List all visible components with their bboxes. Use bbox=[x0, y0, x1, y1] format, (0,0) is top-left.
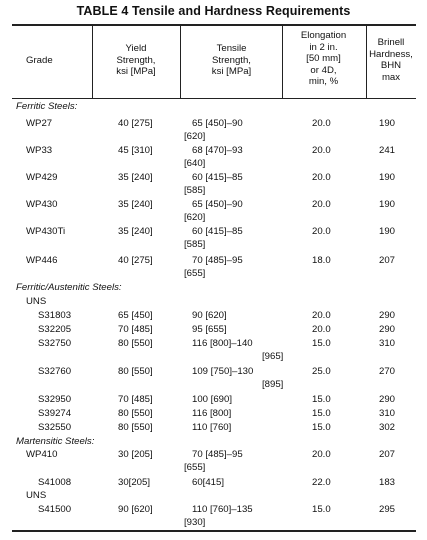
tensile-cell-continued: [930] bbox=[184, 517, 206, 528]
yield-cell: 90 [620] bbox=[118, 504, 153, 515]
tensile-cell: 70 [485]–95 bbox=[192, 255, 243, 266]
tensile-cell-continued: [620] bbox=[184, 212, 206, 223]
elongation-cell: 20.0 bbox=[312, 172, 331, 183]
header-yield-strength: Yield Strength, ksi [MPa] bbox=[116, 43, 156, 77]
tensile-cell: 116 [800]–140 bbox=[192, 338, 253, 349]
elongation-cell: 15.0 bbox=[312, 408, 331, 419]
elongation-cell: 20.0 bbox=[312, 199, 331, 210]
uns-label: UNS bbox=[26, 490, 47, 501]
yield-cell: 35 [240] bbox=[118, 199, 153, 210]
brinell-cell: 190 bbox=[379, 118, 396, 129]
tensile-cell: 109 [750]–130 bbox=[192, 366, 254, 377]
top-rule bbox=[12, 24, 416, 26]
grade-cell: WP429 bbox=[26, 172, 58, 183]
tensile-cell-continued: [895] bbox=[262, 379, 284, 390]
brinell-cell: 270 bbox=[379, 366, 396, 377]
elongation-cell: 20.0 bbox=[312, 226, 331, 237]
elongation-cell: 22.0 bbox=[312, 477, 331, 488]
tensile-cell: 110 [760] bbox=[192, 422, 232, 433]
yield-cell: 45 [310] bbox=[118, 145, 153, 156]
tensile-cell: 70 [485]–95 bbox=[192, 449, 243, 460]
brinell-cell: 207 bbox=[379, 255, 396, 266]
tensile-cell: 116 [800] bbox=[192, 408, 232, 419]
brinell-cell: 207 bbox=[379, 449, 396, 460]
bottom-rule bbox=[12, 530, 416, 532]
brinell-cell: 290 bbox=[379, 310, 396, 321]
yield-cell: 40 [275] bbox=[118, 118, 153, 129]
brinell-cell: 310 bbox=[379, 408, 396, 419]
elongation-cell: 20.0 bbox=[312, 118, 331, 129]
tensile-cell: 65 [450]–90 bbox=[192, 118, 243, 129]
tensile-cell-continued: [585] bbox=[184, 239, 206, 250]
brinell-cell: 183 bbox=[379, 477, 396, 488]
grade-cell: WP27 bbox=[26, 118, 53, 129]
tensile-cell-continued: [655] bbox=[184, 462, 206, 473]
grade-cell: WP446 bbox=[26, 255, 58, 266]
elongation-cell: 15.0 bbox=[312, 338, 331, 349]
elongation-cell: 20.0 bbox=[312, 310, 331, 321]
header-elongation: Elongation in 2 in. [50 mm] or 4D, min, % bbox=[300, 30, 347, 87]
header-tensile-strength: Tensile Strength, ksi [MPa] bbox=[211, 43, 252, 77]
header-rule bbox=[12, 98, 416, 99]
group-ferritic-steels: Ferritic Steels: bbox=[16, 101, 78, 112]
tensile-cell-continued: [640] bbox=[184, 158, 206, 169]
brinell-cell: 190 bbox=[379, 172, 396, 183]
yield-cell: 80 [550] bbox=[118, 408, 153, 419]
tensile-cell: 68 [470]–93 bbox=[192, 145, 243, 156]
elongation-cell: 20.0 bbox=[312, 145, 331, 156]
grade-cell: S41008 bbox=[38, 477, 72, 488]
elongation-cell: 15.0 bbox=[312, 504, 331, 515]
grade-cell: WP33 bbox=[26, 145, 53, 156]
grade-cell: WP430 bbox=[26, 199, 58, 210]
tensile-cell: 60 [415]–85 bbox=[192, 172, 243, 183]
header-brinell-hardness: Brinell Hardness, BHN max bbox=[369, 37, 413, 83]
grade-cell: S31803 bbox=[38, 310, 72, 321]
yield-cell: 30 [205] bbox=[118, 449, 153, 460]
elongation-cell: 15.0 bbox=[312, 394, 331, 405]
elongation-cell: 20.0 bbox=[312, 324, 331, 335]
table-title: TABLE 4 Tensile and Hardness Requirements bbox=[76, 4, 351, 18]
grade-cell: S32750 bbox=[38, 338, 72, 349]
yield-cell: 80 [550] bbox=[118, 366, 153, 377]
grade-cell: S32205 bbox=[38, 324, 72, 335]
brinell-cell: 295 bbox=[379, 504, 396, 515]
tensile-cell: 100 [690] bbox=[192, 394, 233, 405]
tensile-cell-continued: [965] bbox=[262, 351, 284, 362]
brinell-cell: 190 bbox=[379, 199, 396, 210]
tensile-cell: 60[415] bbox=[192, 477, 225, 488]
brinell-cell: 290 bbox=[379, 394, 396, 405]
grade-cell: WP410 bbox=[26, 449, 58, 460]
grade-cell: S32760 bbox=[38, 366, 72, 377]
tensile-cell: 110 [760]–135 bbox=[192, 504, 253, 515]
group-ferritic-austenitic-steels: Ferritic/Austenitic Steels: bbox=[16, 282, 122, 293]
brinell-cell: 190 bbox=[379, 226, 396, 237]
grade-cell: S41500 bbox=[38, 504, 72, 515]
elongation-cell: 25.0 bbox=[312, 366, 331, 377]
grade-cell: S39274 bbox=[38, 408, 72, 419]
yield-cell: 40 [275] bbox=[118, 255, 153, 266]
yield-cell: 70 [485] bbox=[118, 324, 153, 335]
tensile-cell: 60 [415]–85 bbox=[192, 226, 243, 237]
tensile-cell-continued: [620] bbox=[184, 131, 206, 142]
yield-cell: 70 [485] bbox=[118, 394, 153, 405]
elongation-cell: 20.0 bbox=[312, 449, 331, 460]
grade-cell: WP430Ti bbox=[26, 226, 66, 237]
group-martensitic-steels: Martensitic Steels: bbox=[16, 436, 95, 447]
yield-cell: 35 [240] bbox=[118, 226, 153, 237]
yield-cell: 80 [550] bbox=[118, 422, 153, 433]
brinell-cell: 302 bbox=[379, 422, 396, 433]
tensile-cell: 95 [655] bbox=[192, 324, 227, 335]
elongation-cell: 15.0 bbox=[312, 422, 331, 433]
yield-cell: 65 [450] bbox=[118, 310, 153, 321]
header-grade: Grade bbox=[26, 55, 53, 66]
uns-label: UNS bbox=[26, 296, 47, 307]
brinell-cell: 241 bbox=[379, 145, 396, 156]
tensile-cell: 65 [450]–90 bbox=[192, 199, 243, 210]
yield-cell: 30[205] bbox=[118, 477, 151, 488]
elongation-cell: 18.0 bbox=[312, 255, 331, 266]
tensile-cell-continued: [655] bbox=[184, 268, 206, 279]
tensile-cell-continued: [585] bbox=[184, 185, 206, 196]
tensile-cell: 90 [620] bbox=[192, 310, 227, 321]
grade-cell: S32950 bbox=[38, 394, 72, 405]
brinell-cell: 290 bbox=[379, 324, 396, 335]
brinell-cell: 310 bbox=[379, 338, 396, 349]
grade-cell: S32550 bbox=[38, 422, 72, 433]
yield-cell: 80 [550] bbox=[118, 338, 153, 349]
yield-cell: 35 [240] bbox=[118, 172, 153, 183]
